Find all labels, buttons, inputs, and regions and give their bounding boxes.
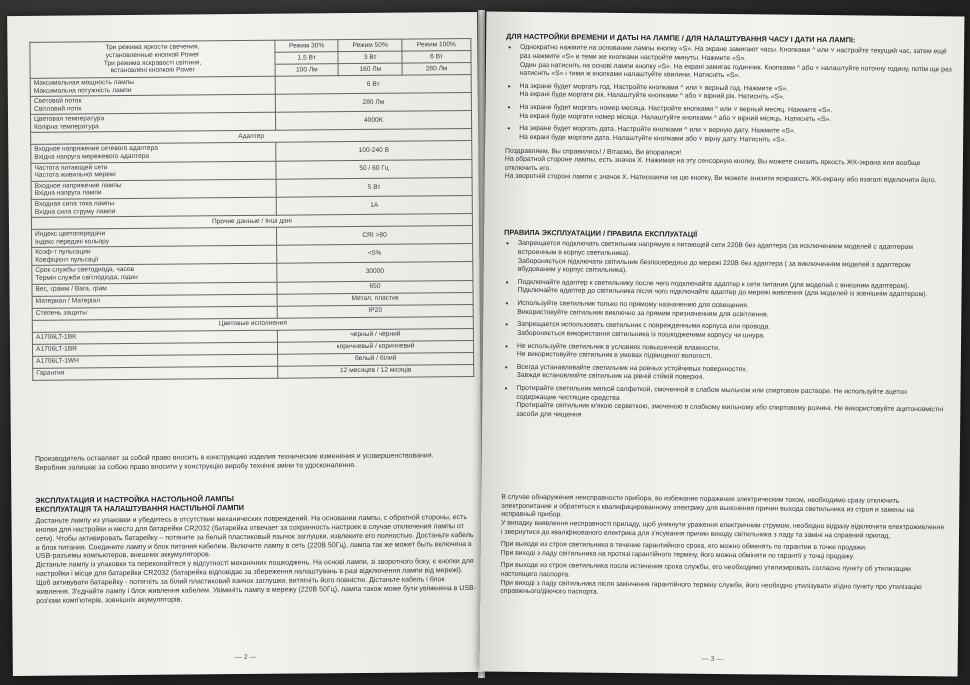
mode-50: Режим 50% [338, 39, 402, 52]
setup-step [505, 125, 951, 147]
row-value: 6 Вт [275, 75, 471, 95]
page-number-left: — 2 — [234, 653, 257, 662]
row-label-ru: Коэф-т пульсации [35, 248, 91, 257]
rule-item [503, 321, 949, 343]
row-value: 100-240 В [276, 141, 472, 161]
row-label-ru: Максимальная мощность лампы [33, 78, 134, 87]
brightness-button-ua: На зворотній стороні лампи є значок Х. Натискаючи на цю кнопку, Ви можете знизити яскравість ЖК-екрану або взагалі відключити його. [504, 173, 937, 185]
rules-section [502, 228, 950, 424]
fault-ru: В случае обнаружения неисправности прибора, во избежание поражения электрическим током, необходимо сразу отключить электропитание и обратиться к квалифицированному электрику для выяснения причин выхода светильника из строя и замены на исправный прибор. [501, 493, 915, 519]
row-label-ru: Индекс цветопередачи [35, 230, 106, 238]
row-label-ru: Входное напряжение сетевого адаптера [34, 145, 158, 154]
row-label: A1706LT-1BR [32, 342, 277, 356]
manufacturer-note [35, 452, 475, 474]
warranty-ua: При виході з ладу світильника на протязі гарантійного терміну, його можна обміняти по гарантії у точці продажу. [500, 549, 855, 561]
row-value: 280 Лм [275, 93, 471, 113]
rule-item [503, 342, 949, 364]
rule-item [503, 300, 949, 322]
setup-heading: ДЛЯ НАСТРОЙКИ ВРЕМЕНИ И ДАТЫ НА ЛАМПЕ / ДЛЯ НАЛАШТУВАННЯ ЧАСУ І ДАТИ НА ЛАМПІ: [506, 31, 856, 45]
left-page [7, 12, 483, 676]
fault-ua: У випадку виявлення несправності приладу, щоб уникнути ураження електричним струмом, необхідно відразу відключити електроживлення і звернутися до кваліфікованого електрика для з'ясування причин виходу світильника з ладу та заміні на справний прилад. [500, 519, 944, 540]
watt-50: 3 Вт [338, 51, 402, 64]
right-page [480, 12, 965, 677]
row-label: A1706LT-1WH [33, 354, 278, 368]
row-label: Степень защиты [32, 306, 277, 320]
setup-step-ru: ● На экране будет моргать номер месяца. Настройте кнопками ^ или ˅ верный месяц. Нажмите «S». [519, 103, 833, 115]
row-label: Вес, грамм / Вага, грам [32, 282, 277, 296]
section-colors: Цветовые исполнения [32, 316, 473, 332]
row-label: A1706LT-1BK [32, 330, 277, 344]
setup-step [505, 104, 951, 126]
section-other: Прочие данные / Інші дані [31, 214, 472, 230]
manufacturer-ua: Виробник залишає за собою право вносити у конструкцію виробу технічні зміни та удосконалення. [35, 461, 356, 472]
row-label-ru: Входная сила тока лампы [34, 200, 115, 208]
rule-ua: Забороняється використання світильника із пошкодженими корпусу чи шнура. [517, 329, 765, 340]
end-of-life-ua: При виході з ладу світильника після закінчення гарантійного терміну служби, його необхідно утилізувати згідно пункту про утилізацію справжнього/діючого паспорта. [500, 579, 922, 596]
row-label-ru: Срок службы светодиода, часов [35, 266, 135, 275]
row-label-ua: Максимальна потужність лампи [33, 86, 132, 95]
row-label-ua: Світловий потік [33, 105, 82, 113]
rule-ua: Забороняється підключати світильник безпосередньо до мережі 220В без адаптера ( за виключенням моделей з адаптером вбудованим у корпус світильника). [517, 257, 911, 275]
row-label-ua: Термін служби світлодіода, годин [35, 273, 138, 282]
spec-table [29, 38, 474, 380]
brightness-label-ua: Три режима яскравості світіння, [103, 58, 202, 67]
brightness-label-ua2: встановлені кнопкою Power [110, 66, 195, 75]
setup-step-ru: ● На экране будет моргать год. Настройте кнопками ^ или ˅ верный год. Нажмите «S». [519, 82, 789, 93]
rule-ru: ● Не используйте светильник в условиях повышенной влажности. [516, 342, 720, 352]
row-label-ru: Частота питающей сети [34, 163, 108, 172]
setup-step-ua: На екрані буде моргати рік. Налаштуйте кнопками ^ або ˅ вірний рік. Натисніть «S». [519, 91, 785, 102]
setup-step [506, 44, 952, 83]
rule-ua: Підключайте адаптер до світильника після чого підключайте адаптер до мережі живлення (для моделей із зовнішнім адаптером). [517, 287, 928, 299]
row-label-ua: Вхідна сила струму лампи [34, 207, 116, 216]
rules-heading: ПРАВИЛА ЭКСПЛУАТАЦИИ / ПРАВИЛА ЕКСПЛУАТАЦІЇ [504, 227, 698, 239]
fault-section [500, 494, 947, 602]
row-label-ua: Коефіцієнт пульсації [35, 256, 99, 264]
row-value: 50 / 60 Гц [276, 159, 472, 179]
manufacturer-ru: Производитель оставляет за собой право вносить в конструкцию изделия технические изменения и усовершенствования. [34, 452, 434, 463]
lumen-30: 100 Лм [275, 64, 339, 77]
rule-ru: ● Подключайте адаптер к светильнику после чего подключайте адаптер к сети питания (для моделей с внешним адаптером). [517, 278, 910, 290]
row-label-ua: Індекс передачі кольору [35, 237, 110, 246]
rule-item [503, 363, 949, 385]
row-value: 1А [276, 195, 472, 215]
rule-ru: ● Протирайте светильник мягкой салфеткой, смоченной в слабом мыльном или спиртовом растворе. Не используйте ацетон содержащие чистящие средства [516, 384, 907, 402]
rule-item [504, 240, 950, 279]
setup-step-ua: На екрані буде моргати номер місяця. Налаштуйте кнопками ^ або ˅ вірний місяць. Натисніть «S». [519, 112, 832, 123]
section-adapter: Адаптер [31, 129, 472, 145]
rule-ru: ● Используйте светильник только по прямому назначению для освещения. [517, 299, 749, 310]
brightness-label-cell [30, 40, 275, 78]
rule-ua: Протирайте світильник м'якою серветкою, змоченою в слабкому мильному або спиртовому розчині. Не використовуйте ацетоновмістні засоби для чищення [516, 402, 944, 419]
setup-section [505, 32, 953, 187]
setup-step-ru: ● На экране будет моргать дата. Настройте кнопками ^ или ˅ верную дату. Нажмите «S». [519, 125, 796, 136]
rule-ua: Не використовуйте світильник в умовах підвищеної вологості. [516, 350, 713, 361]
row-value: черный / черний [277, 328, 473, 342]
row-label: Материал / Матеріал [32, 294, 277, 308]
lumen-50: 160 Лм [339, 63, 403, 76]
row-label-ru: Входное напряжение лампы [34, 181, 122, 190]
operation-paragraph-ru: Достаньте лампу из упаковки и убедитесь в отсутствии механических повреждений. На основании лампы, с обратной стороны, есть кнопки для настройки и место для батарейки CR2032 (батарейка отвечает за сохранность настроек в случае отключения лампы от сети). Чтобы активировать батарейку – потяните за белый пластиковый язычок заглушки, извлеките его полностью. Достаньте кабель и блок питания. Соедините лампу и блок питания кабелем. Включите лампу в сеть (220В 50Гц), лампа так же может быть включена в USB-разъемы компьютеров, внешних аккумуляторов. [35, 513, 474, 561]
operation-section [35, 492, 476, 607]
row-label-ru: Цветовая температура [34, 115, 105, 124]
row-value: 4000K [275, 111, 471, 131]
warranty-ru: При выходе из строя светильника в течение гарантийного срока, его можно обменять по гарантии в точке продажи. [500, 540, 867, 552]
congrats-line: Поздравляем, Вы справились! / Вітаємо, Ви впоралися! [504, 147, 682, 157]
row-value: 30000 [277, 262, 473, 282]
setup-step [506, 82, 952, 104]
brightness-button-ru: На обратной стороне лампы, есть значок Х. Нажимая на эту сенсорную кнопку, Вы можете снизить яркость ЖК-экрана или вообще отключить его. [504, 155, 921, 172]
lumen-100: 280 Лм [402, 63, 471, 76]
row-value: <5% [277, 244, 473, 264]
end-of-life-ru: При выходе из строя светильника после истечения срока службы, его необходимо утилизировать согласно пункту об утилизации настоящего паспорта. [500, 562, 911, 579]
brightness-label-ru2: установленные кнопкой Power [105, 51, 200, 60]
row-label-ua: Частота живильної мережі [34, 171, 116, 180]
row-label-ua: Вхідна напруга мережевого адаптера [34, 152, 150, 161]
rule-ua: Використовуйте світильник виключно за прямим призначенням для освітлення. [517, 308, 769, 319]
row-value: 5 Вт [276, 177, 472, 197]
row-value: IP20 [277, 304, 473, 318]
row-label: Гарантия [33, 366, 278, 380]
rule-item [502, 385, 948, 424]
page-number-right: — 3 — [701, 655, 724, 664]
rule-item [503, 278, 949, 300]
rule-ua: Завжди встановлюйте світильник на рівній стійкій поверхні. [516, 372, 705, 382]
table-row [33, 364, 474, 380]
setup-step-ua: Один раз натисніть на основі лампи кнопку «S». На екрані замигає годинник. Кнопками ^ або ˅ налаштуйте поточну годину, потім ще раз натисніть «S» і тими ж кнопками налаштуйте хвилини. Натисніть «S». [519, 61, 952, 80]
operation-heading-ua: ЕКСПЛУАТАЦІЯ ТА НАЛАШТУВАННЯ НАСТІЛЬНОЇ ЛАМПИ [35, 503, 245, 515]
row-value: 650 [277, 280, 473, 294]
watt-30: 1,5 Вт [275, 52, 339, 65]
brightness-label-ru: Три режима яркости свечения, [105, 43, 200, 52]
mode-100: Режим 100% [402, 39, 471, 52]
row-label-ua: Колірна температура [34, 123, 99, 131]
row-value: CRI >80 [276, 226, 472, 246]
mode-30: Режим 30% [275, 40, 339, 53]
rule-ru: ● Запрещается подключать светильник напрямую к питающей сети 220В без адаптера (за исключением моделей с адаптером встроенным в корпус светильника). [517, 240, 914, 257]
congrats-block [505, 147, 951, 186]
operation-paragraph-ua: Дістаньте лампу із упаковки та переконайтеся у відсутності механічних пошкоджень. На основі лампи, зі зворотного боку, є кнопки для настройки і місце для батарейки CR2032 (батарейка відповідає за збереження налаштувань в разі відключення лампи від мережі). Щоб активувати батарейку - потягніть за білий пластиковий язичок заглушки, витягніть його повністю. Дістаньте кабель і блок живлення. З'єднайте лампу і блок живлення кабелем. Увімкніть лампу в мережу (220В 50Гц), лампа також може бути увімкнена в USB-роз'єми комп'ютерів, зовнішніх акумуляторів. [35, 558, 477, 606]
operation-heading-ru: ЭКСПЛУАТАЦИЯ И НАСТРОЙКА НАСТОЛЬНОЙ ЛАМПЫ [35, 494, 234, 505]
row-value: Метал, пластик [277, 292, 473, 306]
rule-ru: ● Запрещается использовать светильник с поврежденными корпуса или провода. [517, 321, 771, 331]
setup-step-ru: ● Однократно нажмите на основании лампы кнопку «S». На экране замигают часы. Кнопками ^ или ˅ настройте текущий час, затем ещё раз нажмите «S» и теми же кнопками настройте минуты. Нажмите «S». [519, 44, 947, 63]
setup-step-ua: На екрані буде моргати дата. Налаштуйте кнопками або ˅ вірну дату. Натисніть «S». [519, 133, 787, 144]
row-value: коричневый / коричневий [277, 340, 473, 354]
rule-ru: ● Всегда устанавливайте светильник на ровных устойчивых поверхностях. [516, 363, 748, 374]
row-label-ua: Вхідна напруга лампи [34, 189, 102, 198]
row-label-ru: Световой поток [33, 97, 82, 105]
watt-100: 6 Вт [402, 51, 471, 64]
row-value: 12 месяцев / 12 місяців [278, 364, 474, 378]
row-value: белый / білий [278, 352, 474, 366]
